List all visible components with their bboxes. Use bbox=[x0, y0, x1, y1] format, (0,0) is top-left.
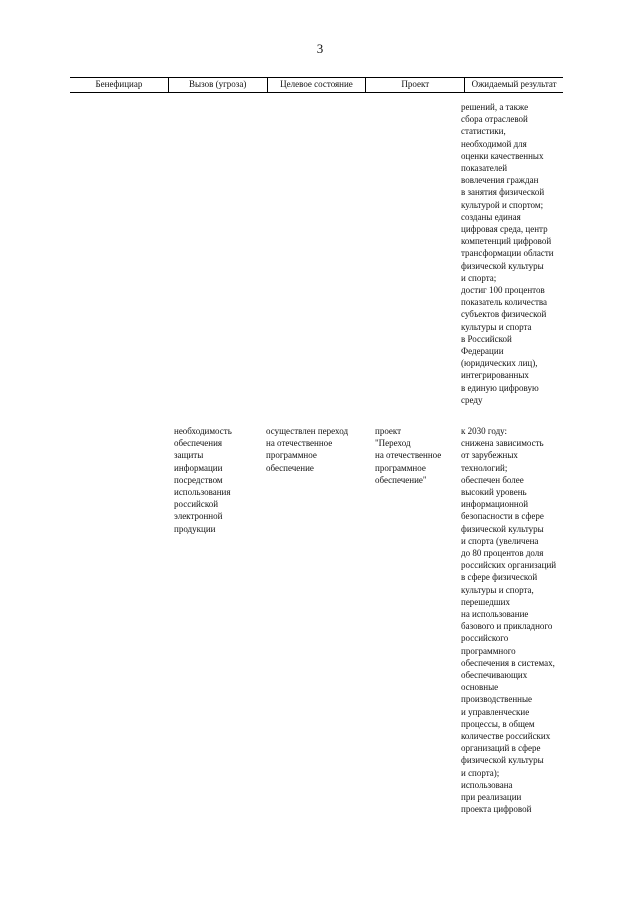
project-cell: проект "Переход на отечественное программное обеспечение" bbox=[375, 426, 442, 485]
header-beneficiary: Бенефициар bbox=[70, 78, 169, 92]
header-challenge: Вызов (угроза) bbox=[169, 78, 268, 92]
continued-expected-result-cell: решений, а также сбора отраслевой статистики, необходимой для оценки качественных показателей вовлечения граждан в занятия физической культурой и спортом; созданы единая цифровая среда, центр компетенций цифровой трансформации области физической культуры и спорта; достиг 100 процентов показатель количества субъектов физической культуры и спорта в Российской Федерации (юридических лиц), интегрированных в единую цифровую среду bbox=[461, 102, 554, 405]
page-number: 3 bbox=[316, 41, 324, 56]
header-project: Проект bbox=[366, 78, 465, 92]
expected-result-cell: к 2030 году: снижена зависимость от зарубежных технологий; обеспечен более высокий уровень информационной безопасности в сфере физической культуры и спорта (увеличена до 80 процентов доля российских организаций в сфере физической культуры и спорта, перешедших на использование базового и прикладного российского программного обеспечения в системах, обеспечивающих основные производственные и управленческие процессы, в общем количестве российских организаций в сфере физической культуры и спорта); использована при реализации проекта цифровой bbox=[461, 426, 557, 815]
target-state-cell: осуществлен переход на отечественное программное обеспечение bbox=[266, 426, 349, 473]
header-expected-result: Ожидаемый результат bbox=[471, 79, 557, 89]
challenge-cell: необходимость обеспечения защиты информации посредством использования российской электронной продукции bbox=[174, 426, 232, 534]
header-target-state: Целевое состояние bbox=[268, 78, 367, 92]
table-header bbox=[70, 77, 563, 93]
